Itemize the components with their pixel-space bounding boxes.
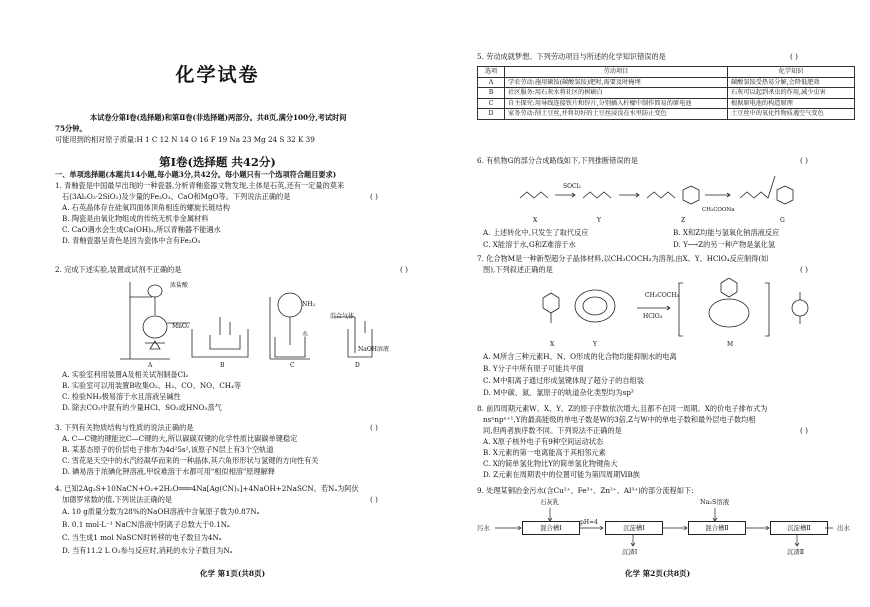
q5-row-a-labor: 学农劳动:施用碳铵(碳酸氢铵)肥时,需要及时掩埋	[505, 77, 728, 88]
q7-option-c[interactable]: C. M中阳离子通过形成氢键体现了超分子的自组装	[483, 376, 644, 385]
q1-option-b[interactable]: B. 陶瓷是由氧化物组成的传统无机非金属材料	[62, 214, 209, 223]
q8-answer-paren: ( )	[800, 426, 808, 435]
q6-synthesis-scheme	[515, 168, 815, 218]
q7-option-b[interactable]: B. Y分子中所有原子可能共平面	[483, 364, 584, 373]
q9-lime: 石灰乳	[540, 498, 560, 506]
q6-label-y: Y	[597, 217, 601, 224]
q7-label-x: X	[550, 341, 555, 348]
q9-mix-tank-1: 混合槽Ⅰ	[522, 521, 580, 535]
q2-fig-label-d: D	[355, 362, 360, 369]
q3-option-a[interactable]: A. C—C键的键能比C—C键的大,所以碳碳双键的化学性质比碳碳单键稳定	[62, 434, 298, 443]
atomic-masses: 可能用到的相对原子质量:H 1 C 12 N 14 O 16 F 19 Na 23 Mg 24 S 32 K 39	[55, 135, 315, 144]
exam-page-2	[435, 0, 870, 607]
intro-line-2: 75分钟。	[55, 124, 87, 133]
q6-option-c[interactable]: C. X能溶于水,G和Z难溶于水	[483, 240, 576, 249]
q2-option-d[interactable]: D. 除去CO₂中混有的少量HCl、SO₂或HNO₃蒸气	[62, 403, 222, 412]
q4-option-d[interactable]: D. 当有11.2 L O₂参与反应时,消耗的水分子数目为Nₐ	[62, 546, 233, 555]
q2-label-mno2: MnO₂	[172, 323, 190, 330]
q3-answer-paren: ( )	[370, 423, 378, 432]
q5-header-labor: 劳动项目	[505, 67, 728, 78]
section-heading: 第Ⅰ卷(选择题 共42分)	[159, 155, 276, 169]
q4-option-c[interactable]: C. 当生成1 mol NaSCN时转移的电子数目为4Nₐ	[62, 533, 222, 542]
q8-stem-2: nsⁿnpⁿ⁺¹,Y的最高能级的单电子数是W的3倍,Z与W中的单电子数和最外层电子数均相	[483, 415, 756, 424]
q6-reagent-1: SOCl₂	[563, 183, 581, 190]
q7-reagent-1: CH₃COCH₃	[645, 292, 679, 299]
q1-stem-2: 石(3Al₂O₃·2SiO₂)及少量的Fe₂O₃、CaO和MgO等。下列说法正确的是	[62, 192, 291, 201]
section-instructions: 一、单项选择题(本题共14小题,每小题3分,共42分。每小题只有一个选项符合题目要求)	[55, 170, 337, 179]
q2-option-c[interactable]: C. 检验NH₃极易溶于水且溶液呈碱性	[62, 392, 181, 401]
q6-label-x: X	[533, 217, 538, 224]
q8-option-b[interactable]: B. X元素的第一电离能高于其相邻元素	[483, 448, 606, 457]
q8-stem-1: 8. 前四周期元素W、X、Y、Z的原子序数依次增大,且都不在同一周期。X的价电子排布式为	[477, 404, 768, 413]
q9-settle-tank-1: 沉淀槽Ⅰ	[605, 521, 663, 535]
q4-stem-1: 4. 已知2Ag₂S+10NaCN+O₂+2H₂O═══4Na[Ag(CN)₂]+4NaOH+2NaSCN。若Nₐ为阿伏	[55, 484, 359, 493]
intro-line-1: 本试卷分第Ⅰ卷(选择题)和第Ⅱ卷(非选择题)两部分。共8页,满分100分,考试时间	[90, 113, 347, 122]
q6-reagent-2: CH₃COONa	[702, 207, 735, 213]
q7-option-d[interactable]: D. M中碳、氮、氯原子的轨道杂化类型均为sp³	[483, 388, 634, 397]
q9-stem: 9. 处理某铜冶金污水(含Cu²⁺、Fe³⁺、Zn²⁺、Al³⁺)的部分流程如下:	[477, 486, 694, 495]
q4-option-a[interactable]: A. 10 g质量分数为28%的NaOH溶液中含氧原子数为0.87Nₐ	[62, 507, 260, 516]
q5-row-c-option: C	[478, 98, 505, 109]
q2-stem: 2. 完成下述实验,装置或试剂不正确的是	[55, 265, 182, 274]
q5-row-a-option: A	[478, 77, 505, 88]
q3-option-c[interactable]: C. 雪花是天空中的水汽经凝华而来的一种晶体,其六角形形状与氢键的方向性有关	[62, 456, 319, 465]
q2-label-mix: 混合气体	[330, 313, 355, 320]
q7-stem-2: 图),下列叙述正确的是	[483, 265, 553, 274]
q5-table-header	[478, 67, 855, 78]
q1-stem-1: 1. 青釉瓷是中国最早出现的一种瓷器,分析青釉瓷器文物发现,主体是石英,还有一定量的莫来	[55, 181, 345, 190]
q3-option-d[interactable]: D. 碘易溶于浓碘化钾溶液,甲烷难溶于水都可用"相似相溶"原理解释	[62, 467, 276, 476]
q9-input-water: 污水	[477, 524, 490, 532]
q2-label-hcl: 浓盐酸	[170, 282, 189, 289]
q5-table	[477, 66, 855, 120]
q7-reagent-2: HClO₄	[643, 313, 663, 320]
q2-label-nh3: NH₃	[302, 301, 315, 308]
q6-option-b[interactable]: B. X和Z均能与氢氧化钠溶液反应	[673, 228, 780, 237]
q2-option-b[interactable]: B. 实验室可以用装置B收集O₂、H₂、CO、NO、CH₄等	[62, 381, 242, 390]
q6-answer-paren: ( )	[800, 156, 808, 165]
q6-label-z: Z	[681, 217, 686, 224]
q8-option-c[interactable]: C. X的简单氢化物比Y的简单氢化物键角大	[483, 459, 618, 468]
table-row[interactable]	[478, 98, 855, 109]
q5-header-knowledge: 化学知识	[728, 67, 855, 78]
q2-fig-label-a: A	[148, 362, 153, 369]
q9-residue-1: 沉渣Ⅰ	[622, 548, 638, 556]
q9-residue-2: 沉渣Ⅱ	[787, 548, 805, 556]
q8-option-d[interactable]: D. Z元素在周期表中的位置可能为第四周期ⅥB族	[483, 470, 640, 479]
q7-label-m: M	[727, 341, 734, 348]
page-footer-1: 化学 第1页(共8页)	[200, 569, 266, 578]
q5-answer-paren: ( )	[790, 52, 798, 61]
q5-row-d-labor: 家务劳动:削土豆丝,并将切好的土豆丝浸没在水里防止变色	[505, 109, 728, 120]
q5-row-d-knowledge: 土豆丝中的氧化性物质遇空气变色	[728, 109, 855, 120]
page-footer-2: 化学 第2页(共8页)	[625, 569, 691, 578]
q6-option-a[interactable]: A. 上述转化中,只发生了取代反应	[483, 228, 589, 237]
q1-option-a[interactable]: A. 石英晶体存在硅氧四面体顶角相连的螺旋长链结构	[62, 203, 230, 212]
table-row[interactable]	[478, 77, 855, 88]
q5-row-b-labor: 社区服务:用石灰水将社区的树刷白	[505, 88, 728, 99]
q2-answer-paren: ( )	[400, 265, 408, 274]
q7-option-a[interactable]: A. M所含三种元素H、N、O形成的化合物均能抑制水的电离	[483, 352, 677, 361]
q6-label-g: G	[780, 217, 785, 224]
table-row[interactable]	[478, 88, 855, 99]
q8-option-a[interactable]: A. X原子核外电子有9种空间运动状态	[483, 437, 604, 446]
exam-title: 化学试卷	[175, 64, 260, 86]
q3-option-b[interactable]: B. 某基态原子的价层电子排布为4d²5s²,该原子N层上有3个空轨道	[62, 445, 274, 454]
q5-header-option: 选项	[478, 67, 505, 78]
q5-row-c-labor: 自主探究:用导线连接铁片和锌片,分别插入柠檬中制作简易的原电池	[505, 98, 728, 109]
q3-stem: 3. 下列有关物质结构与性质的说法正确的是	[55, 423, 194, 432]
q9-settle-tank-2: 沉淀槽Ⅱ	[770, 521, 828, 535]
q1-answer-paren: ( )	[370, 192, 378, 201]
q2-option-a[interactable]: A. 实验室利用装置A及相关试剂制备Cl₂	[62, 370, 189, 379]
q7-answer-paren: ( )	[800, 265, 808, 274]
q4-answer-paren: ( )	[370, 495, 378, 504]
q5-row-d-option: D	[478, 109, 505, 120]
q7-reaction-scheme	[535, 278, 835, 346]
q9-output-water: 出水	[837, 524, 850, 532]
q2-label-naoh: NaOH溶液	[358, 346, 389, 353]
q1-option-d[interactable]: D. 青釉瓷器呈青色是因为瓷体中含有Fe₂O₃	[62, 236, 201, 245]
q5-row-c-knowledge: 根据原电池的构造原理	[728, 98, 855, 109]
q8-stem-3: 同,但两者族序数不同。下列说法不正确的是	[483, 426, 622, 435]
q6-option-d[interactable]: D. Y─→Z的另一种产物是氯化氢	[673, 240, 776, 249]
q7-stem-1: 7. 化合物M是一种新型超分子晶体材料,以CH₃COCH₃为溶剂,由X、Y、HClO₄反应制得(如	[477, 254, 769, 263]
table-row[interactable]	[478, 109, 855, 120]
q9-mix-tank-2: 混合槽Ⅱ	[688, 521, 746, 535]
q2-label-water: 水	[302, 331, 309, 338]
q1-option-c[interactable]: C. CaO遇水会生成Ca(OH)₂,所以青釉器不能遇水	[62, 225, 221, 234]
q5-row-a-knowledge: 碳酸氢铵受热易分解,会降低肥效	[728, 77, 855, 88]
q5-stem: 5. 劳动成就梦想。下列劳动项目与所述的化学知识错误的是	[477, 52, 666, 61]
q5-row-b-knowledge: 石灰可以起到杀虫的作用,减少虫害	[728, 88, 855, 99]
q9-ph: pH=4	[580, 519, 598, 526]
q6-stem: 6. 有机物G的部分合成路线如下,下列推断错误的是	[477, 156, 638, 165]
q4-stem-2: 加德罗常数的值,下列说法正确的是	[62, 495, 173, 504]
q2-fig-label-b: B	[220, 362, 225, 369]
q7-label-y: Y	[593, 341, 597, 348]
q5-row-b-option: B	[478, 88, 505, 99]
q9-na2s: Na₂S溶液	[700, 498, 730, 506]
q4-option-b[interactable]: B. 0.1 mol·L⁻¹ NaCN溶液中阴离子总数大于0.1Nₐ	[62, 520, 230, 529]
q2-fig-label-c: C	[290, 362, 295, 369]
